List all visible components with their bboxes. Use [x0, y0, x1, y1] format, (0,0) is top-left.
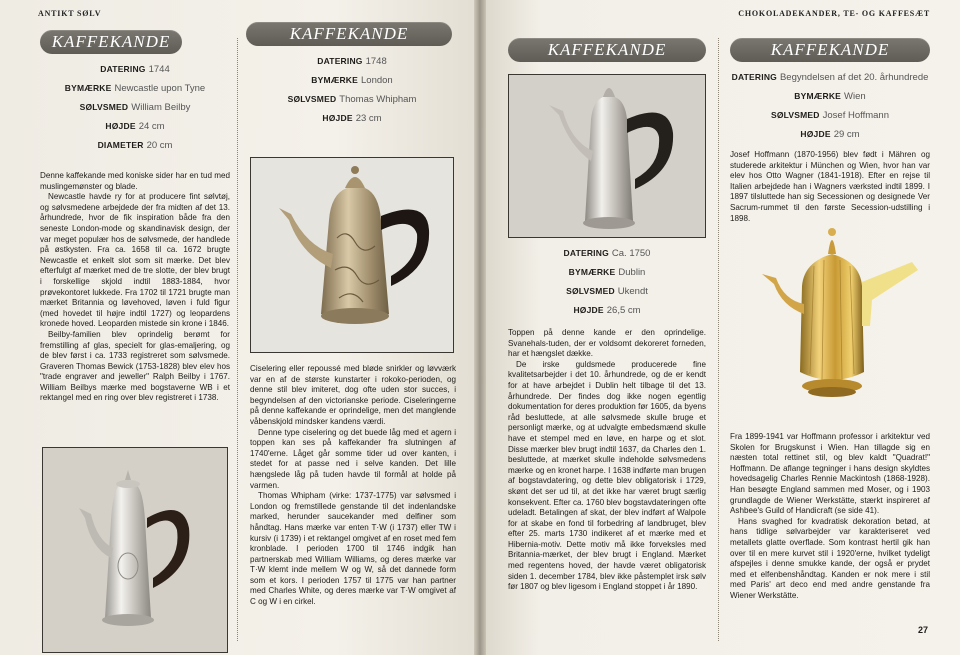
meta-row: [246, 109, 458, 128]
meta-label: SØLVSMED: [566, 286, 615, 296]
meta-label: SØLVSMED: [287, 94, 337, 104]
coffee-pot-photo-dublin: [508, 74, 706, 238]
body-paragraph: Denne type ciselering og det buede låg med et agern i toppen kan ses på kaffekander fra slutningen af 1740'erne. Låget går somme tider ud over kanten, i stedet for at passe ned i selve kanden. Det lille hængslede låg på tuden havde til formål at holde på varmen.: [250, 427, 456, 490]
meta-value: 24 cm: [138, 121, 165, 132]
meta-value: Ca. 1750: [611, 248, 651, 259]
meta-row: [246, 90, 458, 109]
meta-label: BYMÆRKE: [64, 83, 112, 93]
meta-label: DATERING: [731, 72, 777, 82]
meta-value: Newcastle upon Tyne: [114, 83, 206, 94]
coffee-pot-photo-beilby: [42, 447, 228, 653]
meta-row: [40, 79, 230, 98]
meta-row: [246, 71, 458, 90]
meta-value: 23 cm: [355, 113, 382, 124]
body-paragraph: Josef Hoffmann (1870-1956) blev født i Mähren og studerede arkitektur i München og Wien, hvor han var elev hos Otto Wagner (1841-1918). Efter en rejse til Italien arbejdede han i Wagners værksted indtil 1899. I 1897 tilsluttede han sig Secessionen og designede Ver Sacrum-rummet til den første Secession-udstilling i 1898.: [730, 150, 930, 223]
column-divider: [718, 38, 719, 641]
meta-row: [246, 52, 458, 71]
article-3-meta: [508, 244, 706, 593]
article-banner: KAFFEKANDE: [508, 38, 706, 62]
meta-value: Dublin: [618, 267, 646, 278]
meta-label: BYMÆRKE: [568, 267, 616, 277]
metadata-list: [730, 68, 930, 144]
metadata-list: [40, 60, 230, 155]
meta-label: BYMÆRKE: [311, 75, 359, 85]
running-head-right: CHOKOLADEKANDER, TE- OG KAFFESÆT: [738, 9, 930, 18]
meta-row: [40, 136, 230, 155]
article-2: [246, 22, 458, 128]
meta-row: [730, 106, 930, 125]
book-gutter: [474, 0, 486, 655]
meta-label: HØJDE: [322, 113, 353, 123]
body-paragraph: Fra 1899-1941 var Hoffmann professor i arkitektur ved Skolen for Brugskunst i Wien. Han tillagde sig en næsten total rettinet stil, og blev kaldt "Quadrat!" Hoffmann. De aflange tegninger i hans design skyldtes hovedsagelig Charles Rennie Mackintosh (1868-1928). Han besøgte England sammen med Moser, og i 1903 grundlagde de Wiener Werkstätte, stærkt inspireret af Ashbee's Guild of Handicraft (se side 41).: [730, 432, 930, 516]
article-3: [508, 38, 708, 62]
meta-value: 29 cm: [833, 129, 860, 140]
meta-row: [40, 98, 230, 117]
meta-label: DATERING: [563, 248, 609, 258]
meta-value: William Beilby: [131, 102, 191, 113]
page-number: 27: [918, 625, 929, 635]
body-paragraph: Hans svaghed for kvadratisk dekoration betød, at hans tidlige sølvarbejder var karakteriseret ved metallets glatte overflade. Som kontrast hertil gik han over til en mere kurvet stil i 1920'erne, hvilket tydeligt afspejles i denne smukke kande, der også er prydet med et elfenbenshåndtag. Kanden er nok mere i stil med Paris' art deco end med andre genstande fra Wiener Werkstätte.: [730, 516, 930, 600]
body-paragraph: Newcastle havde ry for at producere fint sølvtøj, og sølvsmedene arbejdede der fra midten af det 13. århundrede, hvor de fik inspiration både fra den seneste London-mode og skandinavisk design, der var meget populær hos de sølvsmede, der handlede på østkysten. Fra ca. 1658 til ca. 1672 brugte Newcastle et enkelt slot som sit mærke. Det blev efterfulgt af mærket med de tre slotte, der blev brugt i forskellige skjold indtil 1883-1884, hvor prøvekontoret lukkede. Fra 1702 til 1721 brugte man mærket Britannia og løvehoved, løven i fuld figur (med hovedet til højre indtil 1727) og leopardens kronede hoved. Leoparden mistede sin krone i 1846.: [40, 192, 230, 329]
meta-label: HØJDE: [573, 305, 604, 315]
meta-value: 1744: [148, 64, 170, 75]
metadata-list: [508, 244, 706, 320]
meta-row: [40, 60, 230, 79]
body-paragraph: Beilby-familien blev oprindelig berømt for fremstilling af glas, specielt for glas-emaljering, og de blev først i ca. 1733 registreret som sølvsmede. Graveren Thomas Bewick (1753-1828) blev elev hos "trade engraver and jeweller" Ralph Beilby i 1767. William Beilbys mærke med bogstaverne WB i et rektangel med en ring over blev registreret i 1738.: [40, 329, 230, 403]
meta-label: DATERING: [100, 64, 146, 74]
running-head-left: ANTIKT SØLV: [38, 9, 102, 18]
body-paragraph: Ciselering eller repoussé med bløde snirkler og løvværk var en af de største kunstarter i rokoko-perioden, og denne stil blev imiteret, dog ofte uden stor succes, i begyndelsen af den victorianske periode. Ciseleringerne på denne kaffekande er oprindelige, men det manglende våbenskjold mindsker kandens værdi.: [250, 364, 456, 426]
meta-row: [730, 125, 930, 144]
meta-value: 20 cm: [146, 140, 173, 151]
article-banner: KAFFEKANDE: [40, 30, 182, 54]
meta-row: [508, 244, 706, 263]
article-body: [250, 364, 456, 608]
meta-row: [508, 263, 706, 282]
meta-label: BYMÆRKE: [794, 91, 842, 101]
meta-label: DIAMETER: [97, 140, 144, 150]
meta-label: DATERING: [317, 56, 363, 66]
metadata-list: [246, 52, 458, 128]
meta-value: 1748: [365, 56, 387, 67]
article-body: [508, 328, 706, 593]
coffee-pot-photo-whipham: [250, 157, 454, 353]
meta-row: [730, 68, 930, 87]
meta-row: [508, 282, 706, 301]
meta-value: Thomas Whipham: [339, 94, 417, 105]
meta-row: [508, 301, 706, 320]
article-4: [730, 38, 930, 224]
body-paragraph: Thomas Whipham (virke: 1737-1775) var sølvsmed i London og fremstillede genstande til det indenlandske marked, herunder saucekander med delfiner som håndtag. Hans mærke var enten T·W (i 1737) eller TW i kursiv (i 1739) i et rektangel omgivet af en roset med fem kronblade. I perioden 1700 til 1746 indgik han partnerskab med William Williams, og deres mærke var T·W klemt inde mellem W og W, så det dannede form som et kors. I perioden 1757 til 1775 var han partner med Charles White, og deres mærke var T·W omgivet af C og W i en cirkel.: [250, 491, 456, 607]
article-1: [40, 30, 230, 404]
article-body: [730, 150, 930, 224]
article-banner: KAFFEKANDE: [246, 22, 452, 46]
meta-label: SØLVSMED: [79, 102, 129, 112]
body-paragraph: Denne kaffekande med koniske sider har en tud med muslingemønster og blade.: [40, 171, 230, 191]
meta-value: London: [361, 75, 393, 86]
article-body: [40, 171, 230, 404]
body-paragraph: De irske guldsmede producerede fine kvalitetsarbejder i det 10. århundrede, og de er kendt for at have arbejdet i Dublin helt tilbage til det 13. århundrede. Der findes dog ikke nogen egentlig dokumentation for deres produktion før 1605, da byens råd besluttede, at alle sølvsmede skulle bruge et personligt mærke, og at udvalgte embedsmænd skulle have et stempel med en løve, en harpe og et slot. Disse mærker blev brugt indtil 1637, da Charles den 1. besluttede, at mærket skulle indeholde sølvsmedens mærke og en kronet harpe. I 1638 indførte man brugen af bogstavdatering, og dette blev obligatorisk i 1729, skønt det ser ud til, at det ikke har været brugt særlig konsekvent. Efter ca. 1760 blev bogstavdateringen ofte udeladt. Betalingen af skat, der blev indført af Walpole for at skabe en fond til forbedring af landbruget, blev efter 25. marts 1730 indikeret af et mærke med et Hibernia-motiv. Dette motiv må ikke forveksles med Britannia-mærket, der blev brugt i England. Mærket med regentens hoved, der havde været obligatorisk siden 1. december 1784, blev ikke påstemplet irsk sølv før 1807 og blev ligesom i England stoppet i år 1890.: [508, 359, 706, 592]
meta-label: HØJDE: [105, 121, 136, 131]
meta-value: Begyndelsen af det 20. århundrede: [779, 72, 929, 83]
meta-label: HØJDE: [800, 129, 831, 139]
article-banner: KAFFEKANDE: [730, 38, 930, 62]
coffee-pot-photo-hoffmann: [752, 222, 928, 412]
meta-value: Ukendt: [617, 286, 648, 297]
body-paragraph: Toppen på denne kande er den oprindelige. Svanehals-tuden, der er voldsomt dekoreret forneden, har et hængslet dække.: [508, 328, 706, 359]
meta-label: SØLVSMED: [770, 110, 820, 120]
meta-row: [730, 87, 930, 106]
meta-row: [40, 117, 230, 136]
meta-value: 26,5 cm: [606, 305, 641, 316]
column-divider: [237, 38, 238, 641]
meta-value: Wien: [844, 91, 866, 102]
article-body: [730, 432, 930, 602]
meta-value: Josef Hoffmann: [822, 110, 890, 121]
